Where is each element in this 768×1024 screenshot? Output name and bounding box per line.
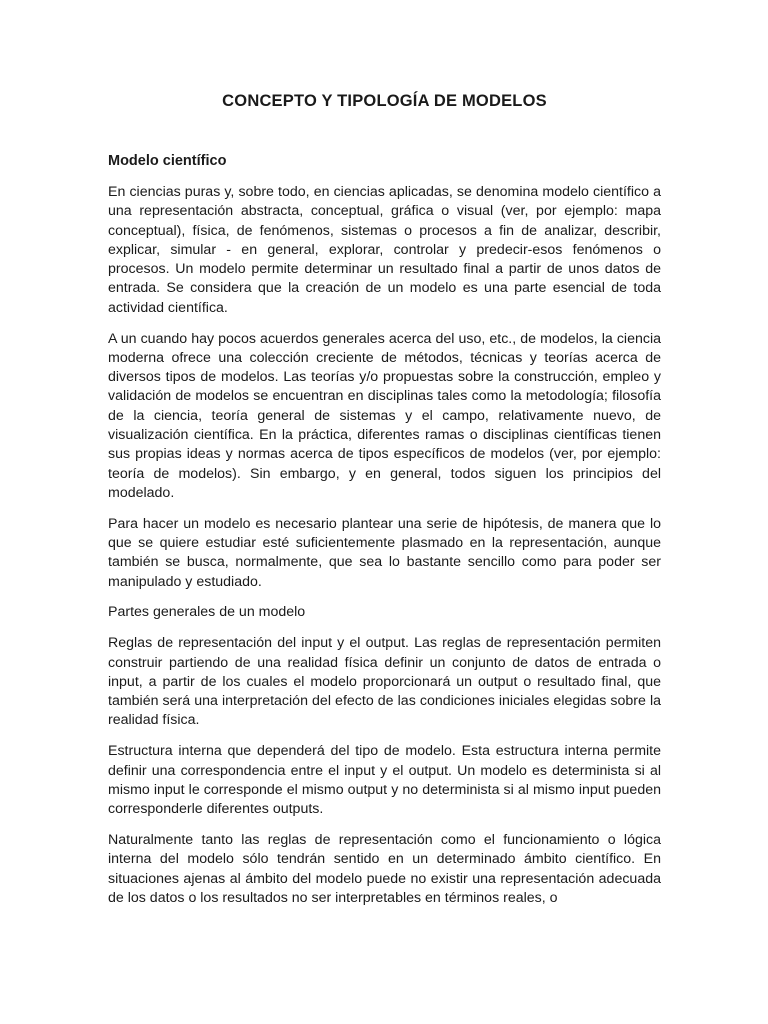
paragraph-2: A un cuando hay pocos acuerdos generales acerca del uso, etc., de modelos, la ciencia moderna ofrece una colección creciente de métodos, técnicas y teorías acerca de diversos tipos de modelos. Las teorías y/o propuestas sobre la construcción, empleo y validación de modelos se encuentran en disciplinas tales como la metodología; filosofía de la ciencia, teoría general de sistemas y el campo, relativamente nuevo, de visualización científica. En la práctica, diferentes ramas o disciplinas científicas tienen sus propias ideas y normas acerca de tipos específicos de modelos (ver, por ejemplo: teoría de modelos). Sin embargo, y en general, todos siguen los principios del modelado. <box>108 330 661 501</box>
paragraph-4: Reglas de representación del input y el output. Las reglas de representación permiten construir partiendo de una realidad física definir un conjunto de datos de entrada o input, a partir de los cuales el modelo proporcionará un output o resultado final, que también será una interpretación del efecto de las condiciones iniciales elegidas sobre la realidad física. <box>108 635 661 729</box>
paragraph-6: Naturalmente tanto las reglas de representación como el funcionamiento o lógica interna del modelo sólo tendrán sentido en un determinado ámbito científico. En situaciones ajenas al ámbito del modelo puede no existir una representación adecuada de los datos o los resultados no ser interpretables en términos reales, o <box>108 831 661 906</box>
paragraph-5: Estructura interna que dependerá del tipo de modelo. Esta estructura interna permite definir una correspondencia entre el input y el output. Un modelo es determinista si al mismo input le corresponde el mismo output y no determinista si al mismo input pueden corresponderle diferentes outputs. <box>108 743 661 818</box>
document-body <box>108 90 661 920</box>
paragraph-1: En ciencias puras y, sobre todo, en ciencias aplicadas, se denomina modelo científico a una representación abstracta, conceptual, gráfica o visual (ver, por ejemplo: mapa conceptual), física, de fenómenos, sistemas o procesos a fin de analizar, describir, explicar, simular - en general, explorar, controlar y predecir-esos fenómenos o procesos. Un modelo permite determinar un resultado final a partir de unos datos de entrada. Se considera que la creación de un modelo es una parte esencial de toda actividad científica. <box>108 184 661 316</box>
parts-heading: Partes generales de un modelo <box>108 604 306 621</box>
paragraph-3: Para hacer un modelo es necesario plantear una serie de hipótesis, de manera que lo que se quiere estudiar esté suficientemente plasmado en la representación, aunque también se busca, normalmente, que sea lo bastante sencillo como para poder ser manipulado y estudiado. <box>108 515 661 590</box>
section-heading: Modelo científico <box>108 153 227 169</box>
document-title: CONCEPTO Y TIPOLOGÍA DE MODELOS <box>222 92 547 110</box>
